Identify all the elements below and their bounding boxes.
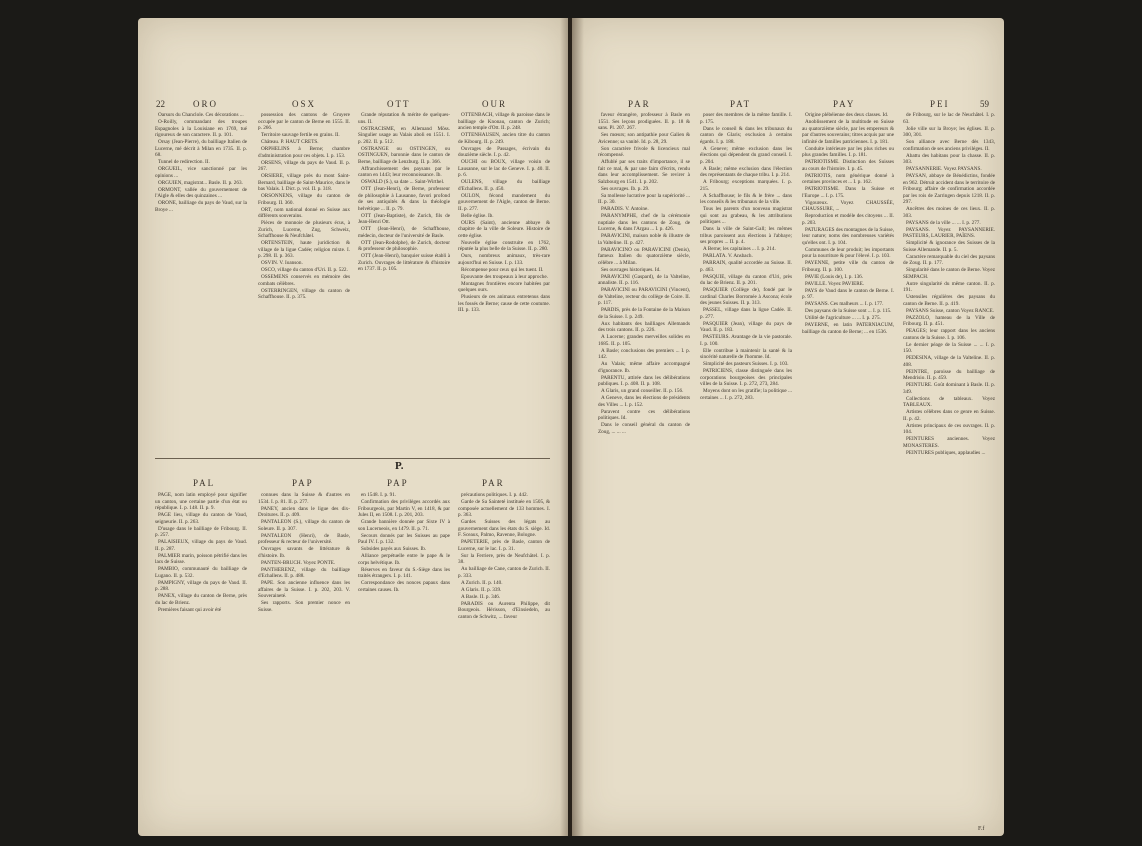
left-bottom-column-1: PAGE, nom latin employé pour signifier un canton, une certaine partie d'un état ou république. I. p. 148. II. p. 9. PAGE lieu, village du canton de Vaud, seigneurie. II. p. 263. D'usage dans le bailliage de Fribourg. II. p. 257. PALAISIEUX, village du pays de Vaud. II. p. 287. PALMIER marin, poisson pétrifié dans les lacs de Suisse. PAMBIO, communauté du bailliage de Lugano. II. p. 532. PAMPIGNY, village du pays de Vaud. II. p. 288. PANEX, village du canton de Berne, près du lac de Brienz. Premières faisant qui avoir été [155, 492, 247, 613]
section-letter: P. [395, 460, 404, 472]
left-top-column-2: possession des cantons de Gruyere occupée par le canton de Berne en 1555. II. p. 266. Territoire sauvage fertile en grains. II. Château. P. HAUT CRETS. ORPHELINS à Berne; chambre d'administration pour ces objets. I. p. 153. ORSENS, village du pays de Vaud. II. p. 267. ORSIERE, village près du mont Saint-Bernard, bailliage de Saint-Maurice, dans le bas Valais. I. Dict. p. vol. II. p. 318. ORSONNENS, village du canton de Fribourg. II. 360. ORT, nom national donné en Suisse aux différents souverains. Pièces de monnoie de plusieurs écus, à Zurich, Lucerne, Zug, Schweiz, Schaffhouse & Neufchâtel. ORTENSTEIN, haute juridiction & village de la ligue Cadée; religion mixte. I. p. 298. II. p. 363. OSVIN. V. Ioanson. OSCO, village du canton d'Uri. II. p. 522. OSSEMENS conservés en mémoire des combats célèbres. OSTERRINGEN, village du canton de Schaffhouse. II. p. 375. [258, 112, 350, 300]
right-column-1: faveur étrangère, professeur à Basle en 1551. Ses leçons prodiguées. II. p. 18 & sans. Pl. 207. 267. Ses mœurs; son antipathie pour Galien & Avicenne; sa vanité. Id. p. 28, 29. Son caractère frivole & licencieux mal récompensé. Affublé par ses traits d'importance, il se fait ce mal, & par une faim d'écrits, rendu dans leur accomplissement. Se revirer à Salzbourg en 1541. I. p. 202. Ses ouvrages. Ib. p. 29. Sa mollesse lucrative pour la supériorité ... II. p. 30. PARADIS. V. Antoine. PARANYMPHE, chef de la cérémonie nuptiale dans les cantons de Zoug, de Lucerne, & dans l'Argau ... I. p. 426. PARAVICINI, maison noble & illustre de la Valteline. II. p. 427. PARAVICINO ou PARAVICINI (Denis), fameux Italien du quatorzième siècle, célèbre ... à Milan. Ses ouvrages historiques. Id. PARAVICINI (Gaspard), de la Valteline, annaliste. II. p. 116. PARAVICINI ou PARAVICINI (Vincent), de Valteline, recteur du collège de Coire. II. p. 117. PARDIS, près de la Fontaine de la Maison de la Suisse. I. p. 249. Aux habitants des bailliages Allemands des trois cantons. II. p. 226. A Lucerne; grandes merveilles solides en 1685. II. p. 105. A Basle; conclusions des premiers ... I. p. 142. Au Valais; même affaire accompagné d'ignorance. Ib. PARENTU, attirée dans les délibérations publiques. I. p. 408. II. p. 108. A Glaris, un grand conseiller. II. p. 156. A Geneve, dans les élections de présidents des Villes ... I. p. 152. Paravent contre ces délibérations politiques. Id. Dans le conseil général du canton de Zoug, ... ... ... [598, 112, 690, 435]
page-number-left: 22 [156, 99, 165, 109]
header-osx: OSX [292, 99, 317, 109]
section-rule [155, 458, 550, 459]
header-par: PAR [482, 478, 505, 488]
header-oro: ORO [193, 99, 219, 109]
header-pal: PAL [193, 478, 216, 488]
left-top-column-4: OTTENBACH, village & paroisse dans le bailliage de Knonau, canton de Zurich; ancien temple d'Ott. II. p. 248. OTTENHAUSEN, ancien titre du canton de Kibourg. II. p. 249. Ouvrages de Passages, écrivain du douzième siècle. I. p. 42. OUCHI ou BOUX, village voisin de Lausanne, sur le lac de Geneve. I. p. 40. II. p. 6. OULENS, village du bailliage d'Echallens. II. p. 450. OULON, fécond mandement du gouvernement de l'Aigle, canton de Berne. II. p. 277. Belle église. Ib. OURS (Saint), ancienne abbaye & chapitre de la ville de Soleure. Histoire de cette église. Nouvelle église construite en 1762, réputée la plus belle de la Suisse. II. p. 280. Ours, nombreux animaux, très-rare aujourd'hui en Suisse. I. p. 133. Récompense pour ceux qui les tuent. II. Epouvante des troupeaux à leur approche. Montagnes frontières encore habitées par quelques ours. Plusieurs de ces animaux entretenus dans les fossés de Berne; cause de cette coutume. III. p. 133. [458, 112, 550, 313]
header-pat: PAT [730, 99, 752, 109]
header-our: OUR [482, 99, 508, 109]
header-par-right: PAR [628, 99, 651, 109]
header-pap-2: PAP [387, 478, 409, 488]
left-top-column-3: Grande réputation & mérite de quelques-uns. II. OSTRACISME, en Allemand Möss. Singulier usage au Valais aboli en 1551. I. p. 202. II. p. 512. OSTRANGE ou OSTINGEN, ou OSTINGUEN, baronnie dans le canton de Berne, bailliage de Lenzburg. II. p. 366. Affranchissement des paysans par le canton en 1443; leur reconnoissance. Ib. OSWALD (S.), sa date ... Saint-Wirthel. OTT (Jean-Henri), de Berne, professeur de philosophie à Lausanne, favori profond de ses antiquités & dans la théologie helvétique ... II. p. 79. OTT (Jean-Baptiste), de Zurich, fils de Jean-Henri Ott. OTT (Jean-Henri), de Schaffhouse, médecin, docteur de l'université de Basle. OTT (Jean-Rodolphe), de Zurich, docteur & professeur de philosophie. OTT (Jean-Henri), banquier suisse établi à Zurich. Ouvrages de littérature & d'histoire en 1737. II. p. 105. [358, 112, 450, 272]
left-bottom-column-2: connues dans la Suisse & d'autres en 1534. I. p. 81. II. p. 277. PANEY, ancien dans le ligue des dix-Droitures. II. p. 409. PANTALEON (S.), village du canton de Soleure. II. p. 307. PANTALEON (Henri), de Basle, professeur & recteur de l'université. Ouvrages savants de littérature & d'histoire. Ib. PANTEN-BRUCH. Voyez PONTE. PANTHERENZ, village du bailliage d'Echallens. II. p. 488. PAPE. Son ancienne influence dans les affaires de la Suisse. I. p. 202, 203. V. Souveraineté. Ses rapports. Son premier nonce en Suisse. [258, 492, 350, 613]
catchword: F.f [978, 826, 985, 832]
header-pay: PAY [833, 99, 856, 109]
header-ott: OTT [387, 99, 411, 109]
left-bottom-column-3: en 1548. I. p. 91. Confirmation des privilèges accordés aux Fribourgeois, par Martin V, en 1418, & par Jules II, en 1508. I. p. 201, 203. Grande bannière donnée par Sixte IV à son Lucerneois, en 1479. II. p. 71. Secours donnés par les Suisses au pape Paul IV. I. p. 132. Subsides payés aux Suisses. Ib. Alliance perpétuelle entre le pape & le corps helvétique. Ib. Réserves en faveur du S.-Siège dans les traités étrangers. I. p. 141. Correspondance des nonces papaux dans certaines causes. Ib. [358, 492, 450, 593]
right-column-2: poser des membres de la même famille. I. p. 175. Dans le conseil & dans les tribunaux du canton de Glaris; exclusion à certains égards. I. p. 188. A Geneve; même exclusion dans les élections qui dépendent du grand conseil. I. p. 204. A Basle; même exclusion dans l'élection des représentants de chaque tribu. I. p. 214. A Fribourg; exceptions marquées. I. p. 215. A Schaffhouse; le fils & le frère ... dans les conseils & les tribunaux de la ville. Tous les parents d'un nouveau magistrat qui sont au grabeau, & les attributions politiques ... Dans la ville de Saint-Gall; les mêmes tribus paroissent aux élections à l'abbaye; ses propres ... II. p. 4. A Berne; les capitaines ... I. p. 214. PARLATA. V. Ansbach. PARRAIN, qualité accordée au Suisse. II. p. 463. PASQUIE, village du canton d'Uri, près du lac de Brienz. II. p. 201. PASQUIER (Collège de), fondé par le cardinal Charles Borromée à Ascona; école des jeunes Suisses. II. p. 313. PASSEL, village dans la ligue Cadée. II. p. 277. PASQUIER (Jean), village du pays de Vaud. II. p. 183. PASTEURS. Avantage de la vie pastorale. I. p. 100. Elle contribue à maintenir la santé & la sincérité naturelle de l'homme. Id. Simplicité des pasteurs Suisses. I. p. 103. PATRICIENS, classe distinguée dans les corporations bourgeoises des principales villes de la Suisse. I. p. 272, 273, 284. Moyens dont on les gratifie; la politique ... certaines ... I. p. 272, 283. [700, 112, 792, 401]
left-bottom-column-4: précautions politiques. I. p. 442. Garde de Sa Sainteté instituée en 1505, & composée actuellement de 133 hommes. I. p. 363. Gardes Suisses des légats au gouvernement dans les états du S. siège. Id. F. Sceaux, Palmo, Ravenne, Bologne. PAPETERIE, près de Basle, canton de Lucerne, sur le lac. I. p. 31. Sur la Ferriere, près de Neufchâtel. I. p. 38. Au bailliage de Cane, canton de Zurich. II. p. 333. A Zurich. II. p. 140. A Glaris. II. p. 339. A Basle. II. p. 346. PARADIS ou Aurenta Philippe, dit Bourgeois. Hérisson, d'Einsiedeln, au canton de Schwitz, ... faveur [458, 492, 550, 620]
book-gutter [560, 18, 584, 836]
left-top-column-1: Oarsurs du Chanclole. Ces décorations ... O-Roilly, commandant des troupes Espagnoles à la Louisiane en 1769, tué rigoureux de son caractere. II. p. 101. Orsay (Jean-Pierre), du bailliage Italien de Lucerne, mé décrit à Milan en 1735. II. p. 68. Tunnel de redirection. II. ORGUEIL, vice sanctionné par les opinions ... ORGUIEN, magistrat... Basle. II. p. 263. ORMONT, vallée du gouvernement de l'Aigle & elles des quinzaines ... ORONE, bailliage du pays de Vaud, sur la Broye ... [155, 112, 247, 213]
right-column-3: Origine plébéienne des deux classes. Id. Anoblissement de la multitude en Suisse au quatorzième siècle, par les empereurs & par d'autres souverains; titres acquis par une infinité de familles patriciennes. I. p. 181. Conduite intérieure par les plus riches ou plus grandes familles. I. p. 181. PATRIOTISME. Distinction des Suisses au cours de l'histoire. I. p. 45. PATRIOTIS, nom générique donné à certaines provinces et ... I. p. 162. PATRIOTISME. Dans la Suisse et l'Europe ... I. p. 175. Vigoureux. Voyez CHAUSSÉE, CHAUSSURE, ... Reproduction et modèle des citoyens ... II. p. 203. PATURAGES des montagnes de la Suisse, leur nature; noms des nombreuses variétés qu'elles ont. I. p. 104. Communes de leur produit; les importants pour la nourriture & pour l'élevé. I. p. 103. PAYENNE, petite ville du canton de Fribourg. II. p. 100. PAVIE (Louis de), I. p. 136. PAVILLE. Voyez PAVIERE. PAYS de Vaud dans le canton de Berne. I. p. 97. PAYSANS. Ces malheurs ... I. p. 177. Des paysans de la Suisse sont ... I. p. 115. Utilité de l'agriculture ... ... I. p. 275. PAYERNE, en latin PATERNIACUM, bailliage du canton de Berne; ... en 1536. [802, 112, 894, 335]
header-pei: PEI [930, 99, 950, 109]
header-pap-1: PAP [292, 478, 314, 488]
right-column-4: de Fribourg, sur le lac de Neuchâtel. I. p. 63. Jolie ville sur la Broye; les églises. II. p. 300, 301. Son alliance avec Berne dès 1343, confirmation de ses anciens priviléges. II. Abattu des habitans pour la chasse. II. p. 303. PAYSANNERIE. Voyez PAYSANS. PAYSAN, abbaye de Bénédictins, fondée en 962. Détruit accident dans le territoire de Fribourg; affaire de confirmation accordée par les rois de Zarringen depuis 1218. II. p. 297. Ancêtres des moines de ces lieux. II. p. 303. PAYSANS de la ville ... ... I. p. 277. PAYSANS. Voyez PAYSANNERIE. PASTEURS, LAURIER, PAÏENS. Simplicité & ignorance des Suisses de la Suisse Allemande. II. p. 5. Caractère remarquable du ciel des paysans de Zoug. II. p. 177. Singularité dans le canton de Berne. Voyez SEMPACH. Autre singularité du même canton. II. p. 191. Ustensiles régulières des paysans du canton de Berne. II. p. 419. PAYSANS Suisse, canton Voyez RANCE. PAZZOLO, hameau de la Ville de Fribourg. II. p. 451. PEAGES; leur rapport dans les anciens cantons de la Suisse. I. p. 106. Le dernier péage de la Suisse ... ... I. p. 150. PEDESINA, village de la Valteline. II. p. 408. PEINTRE, paroisse du bailliage de Mendrisio. II. p. 459. PEINTURE. Goût dominant à Basle. II. p. 349. Collections de tableaux. Voyez TABLEAUX. Artistes célèbres dans ce genre en Suisse. II. p. 42. Artistes principaux de ces ouvrages. II. p. 104. PEINTURES anciennes. Voyez MONASTERES. PEINTURES publiques, applaudies ... [903, 112, 995, 456]
page-number-right: 59 [980, 99, 989, 109]
